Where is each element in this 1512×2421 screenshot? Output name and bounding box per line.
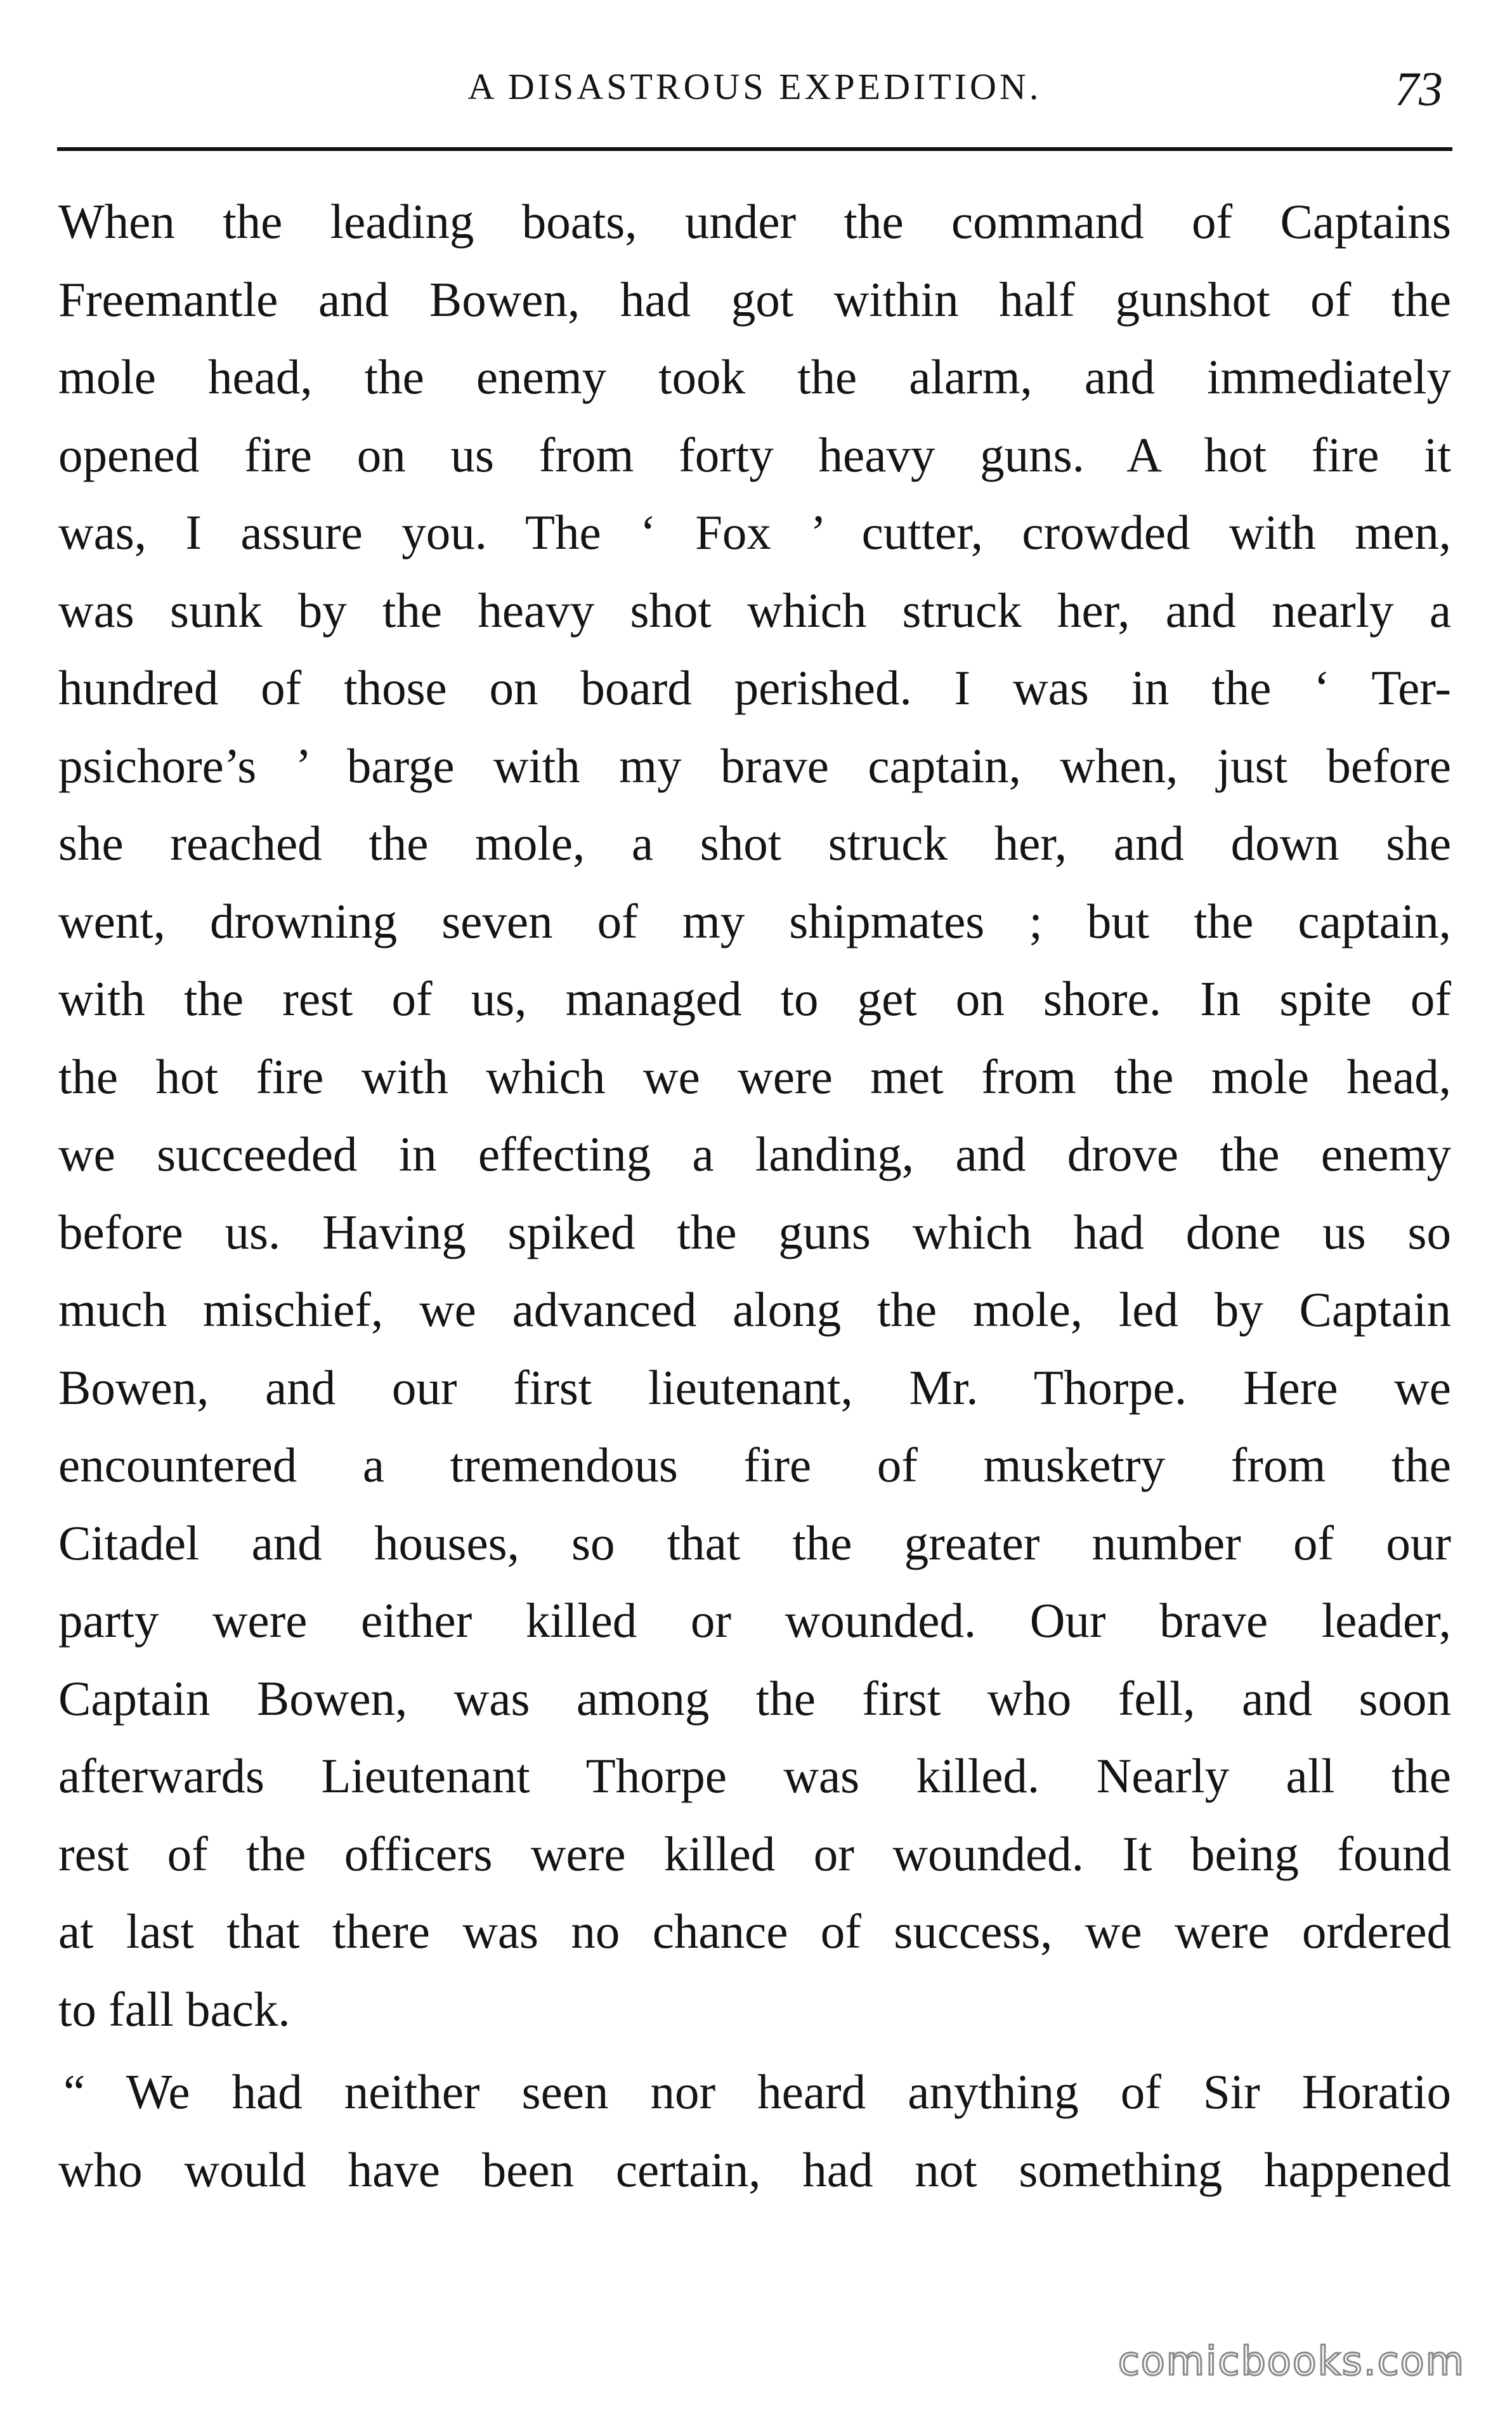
paragraph-gap — [58, 2048, 1451, 2053]
text-line: was, I assure you. The ‘ Fox ’ cutter, crowded with men, — [58, 505, 1451, 560]
text-line: mole head, the enemy took the alarm, and immediately — [58, 350, 1451, 404]
watermark: comicbooks.com — [1118, 2338, 1465, 2384]
running-head — [60, 58, 1449, 115]
text-line: Freemantle and Bowen, had got within half gunshot of the — [58, 272, 1451, 327]
text-line: the hot fire with which we were met from the mole head, — [58, 1049, 1451, 1104]
text-line: Bowen, and our first lieutenant, Mr. Thorpe. Here we — [58, 1360, 1451, 1415]
text-line: party were either killed or wounded. Our brave leader, — [58, 1593, 1451, 1648]
text-line: Captain Bowen, was among the first who fell, and soon — [58, 1670, 1451, 1726]
text-line: with the rest of us, managed to get on shore. In spite of — [58, 971, 1451, 1026]
text-line: afterwards Lieutenant Thorpe was killed. Nearly all the — [58, 1748, 1451, 1803]
text-line: psichore’s ’ barge with my brave captain, when, just before — [58, 738, 1451, 793]
page-number: 73 — [1395, 63, 1443, 116]
text-line: rest of the officers were killed or wounded. It being found — [58, 1826, 1451, 1881]
text-line: When the leading boats, under the command of Captains — [58, 194, 1451, 249]
header-rule — [57, 147, 1452, 151]
text-line: we succeeded in effecting a landing, and drove the enemy — [58, 1127, 1451, 1181]
text-line: was sunk by the heavy shot which struck her, and nearly a — [58, 582, 1451, 638]
text-line: “ We had neither seen nor heard anything of Sir Horatio — [63, 2064, 1451, 2119]
text-line: hundred of those on board perished. I was in the ‘ Ter- — [58, 660, 1451, 715]
text-line: went, drowning seven of my shipmates ; but the captain, — [58, 893, 1451, 948]
text-line: much mischief, we advanced along the mole, led by Captain — [58, 1282, 1451, 1337]
text-line: at last that there was no chance of success, we were ordered — [58, 1904, 1451, 1958]
paragraph-1 — [58, 183, 1451, 2048]
text-line: she reached the mole, a shot struck her, and down she — [58, 816, 1451, 870]
text-line: before us. Having spiked the guns which had done us so — [58, 1204, 1451, 1259]
text-line: opened fire on us from forty heavy guns. A hot fire it — [58, 427, 1451, 482]
text-line: to fall back. — [58, 1981, 290, 2037]
text-line: Citadel and houses, so that the greater number of our — [58, 1515, 1451, 1570]
body-text — [58, 183, 1451, 2208]
text-line: who would have been certain, had not something happened — [58, 2142, 1451, 2197]
text-line: encountered a tremendous fire of musketry from the — [58, 1438, 1451, 1492]
paragraph-2 — [58, 2053, 1451, 2208]
running-title: A DISASTROUS EXPEDITION. — [467, 66, 1042, 107]
